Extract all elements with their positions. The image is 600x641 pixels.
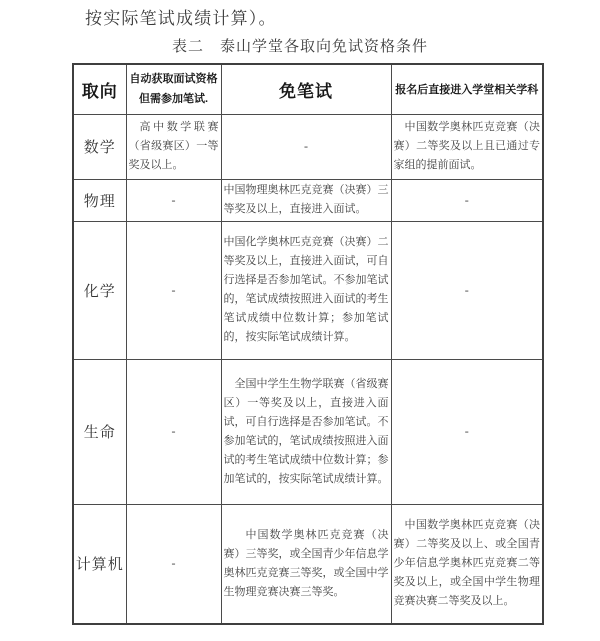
header-auto-interview-qualification: 自动获取面试资格但需参加笔试.: [126, 64, 221, 114]
auto-interview-cell: 高中数学联赛（省级赛区）一等奖及以上。: [126, 114, 221, 179]
header-orientation: 取向: [73, 64, 126, 114]
exempt-written-cell: 全国中学生生物学联赛（省级赛区）一等奖及以上，直接进入面试，可自行选择是否参加笔试。不参加笔试的，笔试成绩按照进入面试的考生笔试成绩中位数计算；参加笔试的，按实际笔试成绩计算。: [221, 359, 391, 504]
exempt-written-cell: 中国化学奥林匹克竞赛（决赛）二等奖及以上，直接进入面试，可自行选择是否参加笔试。不参加笔试的，笔试成绩按照进入面试的考生笔试成绩中位数计算；参加笔试的，按实际笔试成绩计算。: [221, 221, 391, 359]
subject-cell: 物理: [73, 179, 126, 221]
table-row-life-science: [73, 359, 543, 504]
exempt-written-cell: 中国物理奥林匹克竞赛（决赛）三等奖及以上，直接进入面试。: [221, 179, 391, 221]
table-header-row: [73, 64, 543, 114]
direct-entry-cell: -: [391, 221, 543, 359]
header-direct-entry: 报名后直接进入学堂相关学科: [391, 64, 543, 114]
subject-cell: 数学: [73, 114, 126, 179]
subject-cell: 计算机: [73, 504, 126, 624]
table-caption: 表二 泰山学堂各取向免试资格条件: [171, 39, 428, 55]
direct-entry-cell: 中国数学奥林匹克竞赛（决赛）二等奖及以上、或全国青少年信息学奥林匹克竞赛二等奖及以上，或全国中学生物理竞赛决赛二等奖及以上。: [391, 504, 543, 624]
exempt-written-cell: 中国数学奥林匹克竞赛（决赛）三等奖，或全国青少年信息学奥林匹克竞赛三等奖，或全国中学生物理竞赛决赛三等奖。: [221, 504, 391, 624]
exemption-conditions-table: [72, 63, 544, 625]
header-written-exam-exemption: 免笔试: [221, 64, 391, 114]
table-row-chemistry: [73, 221, 543, 359]
direct-entry-cell: -: [391, 179, 543, 221]
auto-interview-cell: -: [126, 221, 221, 359]
body-paragraph: 按实际笔试成绩计算）。: [85, 9, 277, 28]
direct-entry-cell: 中国数学奥林匹克竞赛（决赛）二等奖及以上且已通过专家组的提前面试。: [391, 114, 543, 179]
direct-entry-cell: -: [391, 359, 543, 504]
subject-cell: 生命: [73, 359, 126, 504]
subject-cell: 化学: [73, 221, 126, 359]
auto-interview-cell: -: [126, 179, 221, 221]
table-row-physics: [73, 179, 543, 221]
table-row-computer-science: [73, 504, 543, 624]
exempt-written-cell: -: [221, 114, 391, 179]
auto-interview-cell: -: [126, 359, 221, 504]
table-row-math: [73, 114, 543, 179]
auto-interview-cell: -: [126, 504, 221, 624]
